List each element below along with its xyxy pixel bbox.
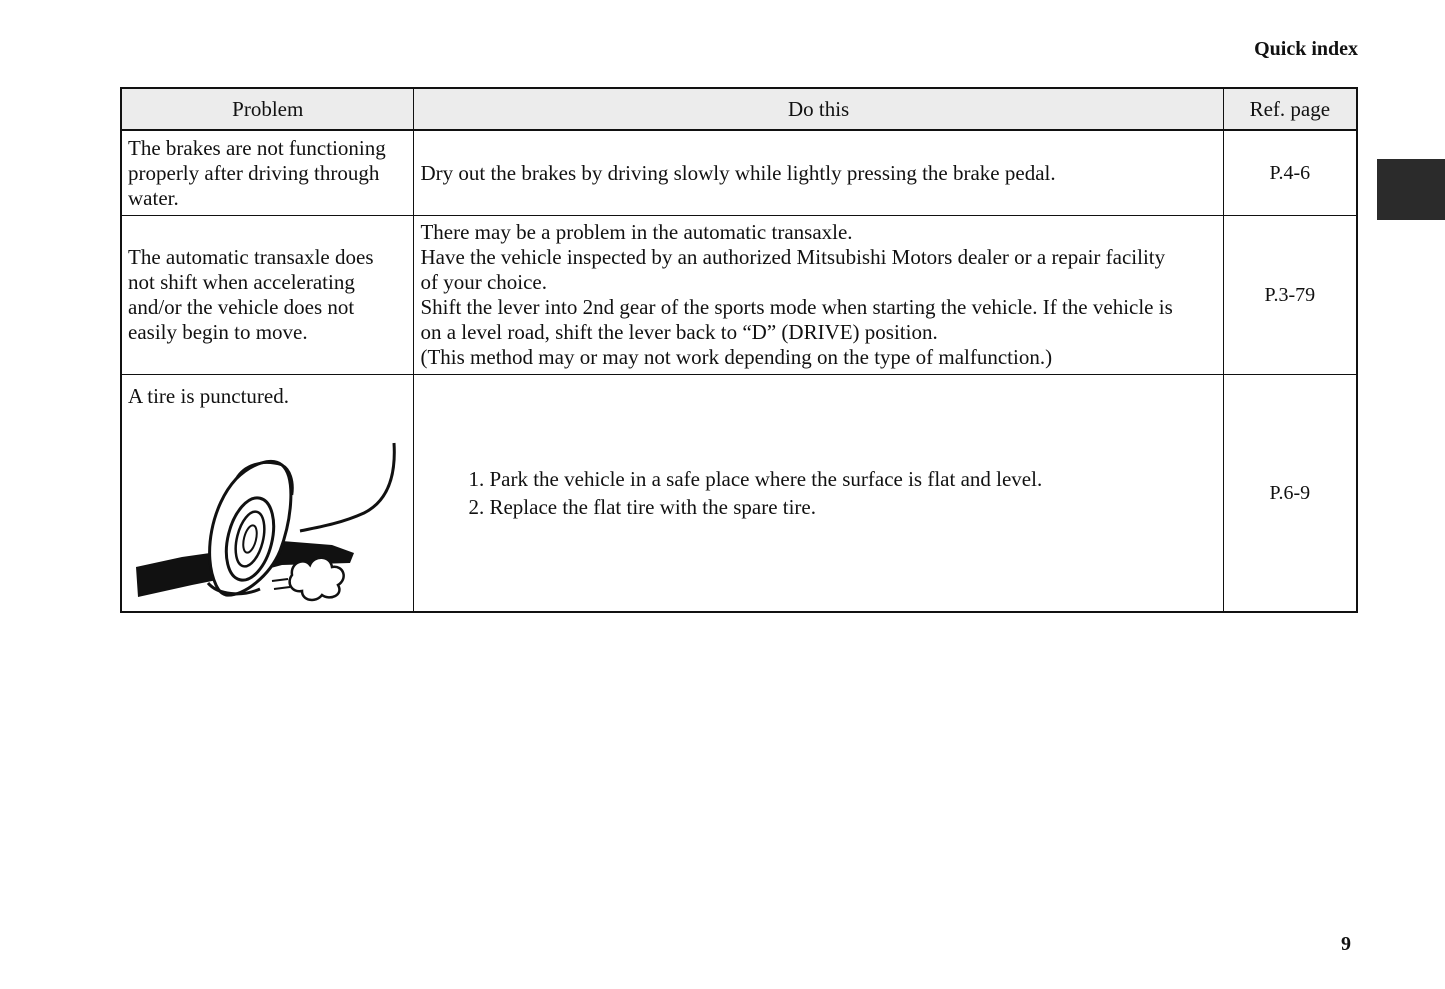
table-row: [121, 375, 1357, 613]
step-item: 1. Park the vehicle in a safe place where the surface is flat and level.: [468, 467, 1043, 491]
action-line: Have the vehicle inspected by an authorized Mitsubishi Motors dealer or a repair facility: [420, 245, 1166, 269]
steps-list: [420, 465, 1216, 521]
problem-line: easily begin to move.: [128, 320, 308, 344]
problem-line: water.: [128, 185, 179, 210]
action-line: Shift the lever into 2nd gear of the sports mode when starting the vehicle. If the vehicle is: [420, 295, 1173, 319]
action-cell: [414, 375, 1223, 613]
column-header-do-this: Do this: [414, 88, 1223, 130]
table-header-row: [121, 88, 1357, 130]
ref-page-cell: P.6-9: [1223, 375, 1357, 613]
problem-line: The brakes are not functioning: [128, 135, 386, 160]
page-number: 9: [1341, 933, 1351, 955]
problem-line: A tire is punctured.: [128, 383, 289, 408]
action-cell: [414, 216, 1223, 375]
action-line: on a level road, shift the lever back to “D” (DRIVE) position.: [420, 320, 938, 344]
section-title: Quick index: [1254, 38, 1358, 60]
problem-line: not shift when accelerating: [128, 270, 355, 294]
problem-cell: [121, 216, 414, 375]
column-header-problem: Problem: [121, 88, 414, 130]
problem-line: The automatic transaxle does: [128, 245, 374, 269]
problem-cell: [121, 130, 414, 216]
section-tab-marker: [1377, 159, 1445, 220]
column-header-ref-page: Ref. page: [1223, 88, 1357, 130]
table-row: [121, 216, 1357, 375]
action-line: (This method may or may not work depending on the type of malfunction.): [420, 345, 1053, 369]
ref-page-cell: P.4-6: [1223, 130, 1357, 216]
quick-index-table: [120, 87, 1358, 613]
problem-cell: [121, 375, 414, 613]
action-line: There may be a problem in the automatic transaxle.: [420, 220, 853, 244]
problem-line: properly after driving through: [128, 160, 380, 185]
ref-page-cell: P.3-79: [1223, 216, 1357, 375]
table-row: [121, 130, 1357, 216]
problem-line: and/or the vehicle does not: [128, 295, 355, 319]
step-item: 2. Replace the flat tire with the spare tire.: [468, 495, 816, 519]
action-line: Dry out the brakes by driving slowly while lightly pressing the brake pedal.: [420, 160, 1056, 185]
flat-tire-icon: [132, 435, 400, 603]
action-line: of your choice.: [420, 270, 548, 294]
action-cell: [414, 130, 1223, 216]
